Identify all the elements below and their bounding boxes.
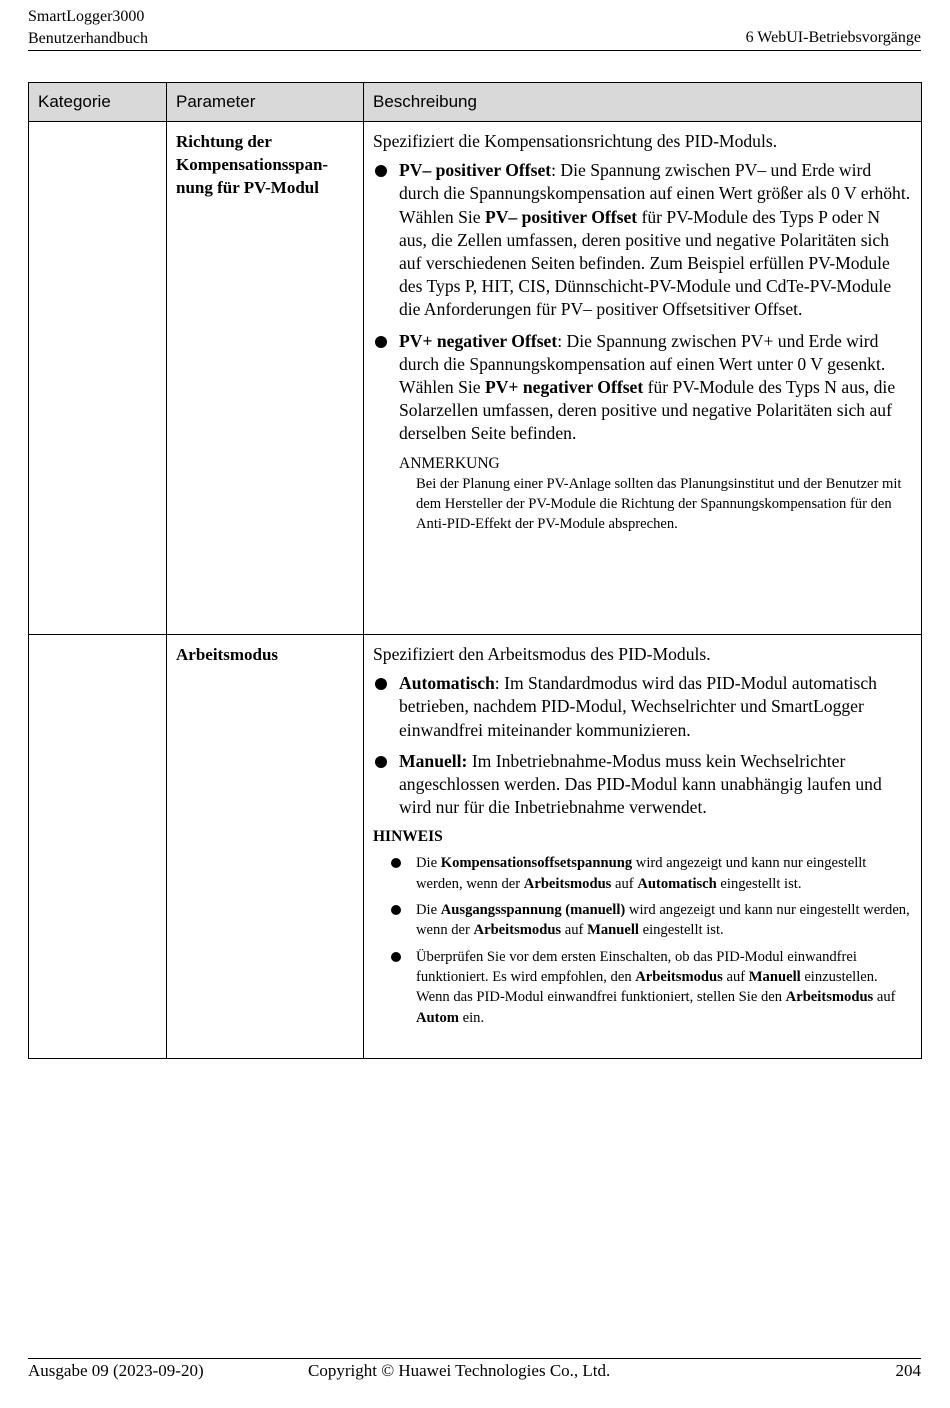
hint-bold: Arbeitsmodus — [523, 875, 612, 892]
list-item — [373, 159, 911, 321]
footer-divider — [28, 1358, 921, 1359]
parameter-line: Richtung der — [176, 132, 272, 151]
parameter-line: Kompensationsspan- — [176, 155, 329, 174]
list-item — [373, 750, 911, 820]
hint-text: wird angezeigt und kann nur eingestellt werden, wenn der — [416, 855, 867, 892]
option-detail-text: Wählen Sie — [399, 206, 485, 227]
table-row — [29, 635, 922, 1059]
hint-bold: Arbeitsmodus — [635, 968, 723, 985]
hint-bold: Arbeitsmodus — [473, 922, 562, 939]
hint-bold: Manuell — [748, 968, 801, 985]
note-box — [373, 454, 911, 535]
option-label: Automatisch — [399, 673, 495, 694]
option-label: Manuell: — [399, 750, 468, 771]
option-text: : Die Spannung zwischen PV– und Erde wird durch die Spannungskompensation auf einen Wert größer als 0 V erhöht. — [399, 160, 911, 204]
hint-list — [373, 853, 911, 1027]
hint-bold: Ausgangsspannung (manuell) — [440, 902, 626, 919]
option-detail-text: für PV-Module des Typs P oder N aus, die Zellen umfassen, deren positive und negative Polaritäten sich auf verschiedenen Seiten befinden. Zum Beispiel erfüllen PV-Module des Typs P, HIT, CIS, Dünnschicht-PV-Module und CdTe-PV-Module die Anforderungen für PV– positiver Offsetsitiver Offset. — [399, 206, 892, 320]
description-intro: Spezifiziert den Arbeitsmodus des PID-Moduls. — [373, 644, 711, 664]
hint-text: eingestellt ist. — [716, 875, 802, 892]
hint-text: auf — [873, 989, 896, 1006]
note-text: Bei der Planung einer PV-Anlage sollten das Planungsinstitut und der Benutzer mit dem Hersteller der PV-Module die Richtung der Spannungskompensation für den Anti-PID-Effekt der PV-Module absprechen. — [416, 475, 902, 533]
category-cell — [29, 635, 167, 1059]
page-number: 204 — [895, 1361, 921, 1380]
header-divider — [28, 50, 921, 51]
copyright-notice: Copyright © Huawei Technologies Co., Ltd. — [308, 1361, 611, 1380]
table-row — [29, 122, 922, 635]
option-detail-bold: PV– positiver Offset — [484, 206, 638, 227]
hint-text: Überprüfen Sie vor dem ersten Einschalten, ob das PID-Modul einwandfrei funktioniert. Es wird empfohlen, den — [416, 948, 857, 985]
manual-title: Benutzerhandbuch — [28, 30, 148, 47]
parameter-cell — [167, 122, 364, 635]
option-label: PV– positiver Offset — [399, 160, 552, 181]
product-name: SmartLogger3000 — [28, 8, 145, 25]
parameter-cell — [167, 635, 364, 1059]
option-detail-bold: PV+ negativer Offset — [484, 377, 644, 398]
hint-text: ein. — [458, 1009, 485, 1026]
note-title: ANMERKUNG — [399, 454, 500, 472]
description-intro: Spezifiziert die Kompensationsrichtung des PID-Moduls. — [373, 131, 778, 151]
hint-item — [373, 947, 911, 1028]
column-header-category: Kategorie — [29, 83, 167, 122]
category-cell — [29, 122, 167, 635]
list-item — [373, 330, 911, 446]
hint-item — [373, 900, 911, 941]
hint-bold: Manuell — [587, 922, 639, 939]
hint-bold: Arbeitsmodus — [785, 989, 874, 1006]
option-text: : Die Spannung zwischen PV+ und Erde wird durch die Spannungskompensation auf einen Wert unter 0 V gesenkt. — [399, 330, 886, 374]
option-text: Im Inbetriebnahme-Modus muss kein Wechselrichter angeschlossen werden. Das PID-Modul kann unabhängig laufen und wird nur für die Inbetriebnahme verwendet. — [399, 750, 882, 818]
option-detail-text: für PV-Module des Typs N aus, die Solarzellen umfassen, deren positive und negative Polaritäten sich auf derselben Seite befinden. — [399, 377, 896, 444]
description-cell — [364, 635, 922, 1059]
option-list — [373, 672, 911, 819]
running-header-left — [28, 6, 148, 50]
edition-info: Ausgabe 09 (2023-09-20) — [28, 1361, 204, 1380]
column-header-parameter: Parameter — [167, 83, 364, 122]
hint-text: auf — [722, 968, 749, 985]
chapter-title: 6 WebUI-Betriebsvorgänge — [745, 29, 921, 46]
column-header-description: Beschreibung — [364, 83, 922, 122]
option-label: PV+ negativer Offset — [399, 330, 558, 351]
list-item — [373, 672, 911, 742]
hint-text: eingestellt ist. — [638, 922, 724, 939]
hint-bold: Automatisch — [637, 875, 717, 892]
option-detail-text: Wählen Sie — [399, 377, 485, 398]
hint-text: einzustellen. Wenn das PID-Modul einwandfrei funktioniert, stellen Sie den — [416, 968, 878, 1006]
hint-text: wird angezeigt und kann nur eingestellt werden, wenn der — [416, 902, 910, 939]
parameter-line: Arbeitsmodus — [176, 645, 279, 664]
hint-bold: Kompensationsoffsetspannung — [440, 855, 633, 872]
table-header-row — [29, 83, 922, 122]
hint-item — [373, 853, 911, 894]
hint-text: Die — [416, 902, 441, 919]
parameter-line: nung für PV-Modul — [176, 178, 319, 197]
hint-text: auf — [561, 922, 588, 939]
option-text: : Im Standardmodus wird das PID-Modul automatisch betrieben, nachdem PID-Modul, Wechselrichter und SmartLogger einwandfrei miteinander kommunizieren. — [399, 673, 877, 740]
option-list — [373, 159, 911, 445]
hint-text: Die — [416, 855, 441, 872]
description-cell — [364, 122, 922, 635]
parameter-table — [28, 82, 922, 1059]
hint-title: HINWEIS — [373, 828, 443, 846]
hint-text: auf — [611, 875, 638, 892]
hint-bold: Autom — [416, 1009, 459, 1026]
